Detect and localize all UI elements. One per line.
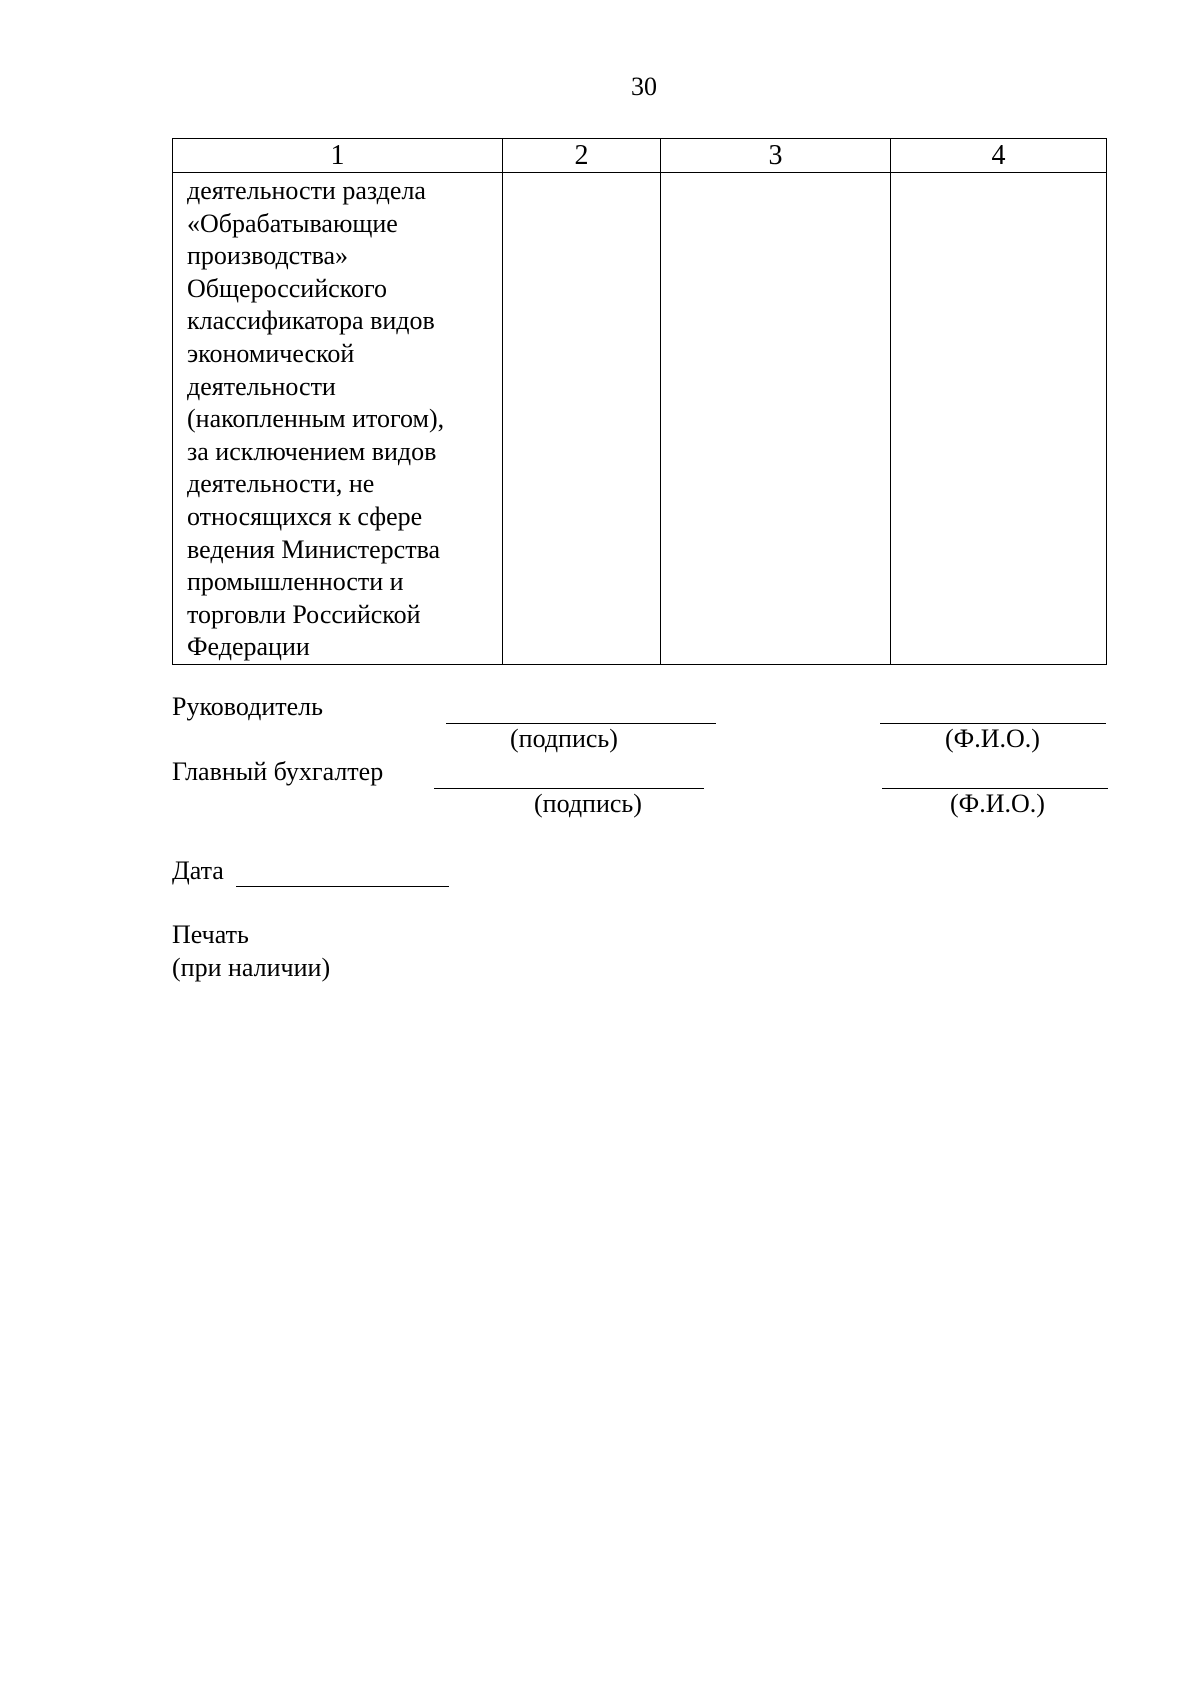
- description-line: за исключением видов: [187, 436, 437, 466]
- stamp-label: Печать: [172, 920, 249, 949]
- accountant-signature-caption: (подпись): [534, 789, 642, 818]
- description-line: «Обрабатывающие: [187, 208, 398, 238]
- indicator-description-cell: [173, 173, 503, 665]
- column-header-3: 3: [661, 139, 891, 173]
- stamp-note: (при наличии): [172, 953, 331, 982]
- head-signature-caption: (подпись): [510, 724, 618, 753]
- head-name-caption: (Ф.И.О.): [945, 724, 1040, 753]
- description-line: ведения Министерства: [187, 534, 441, 564]
- column-header-2: 2: [503, 139, 661, 173]
- description-line: промышленности и: [187, 567, 404, 597]
- description-line: относящихся к сфере: [187, 501, 423, 531]
- description-line: деятельности, не: [187, 469, 375, 499]
- table-header-row: [173, 139, 1107, 173]
- form-table: [172, 138, 1107, 665]
- value-cell-2: [503, 173, 661, 665]
- accountant-label: Главный бухгалтер: [172, 757, 384, 786]
- description-line: экономической: [187, 338, 355, 368]
- description-line: Федерации: [187, 632, 310, 662]
- date-line: [236, 886, 449, 887]
- page-number: 30: [631, 72, 657, 101]
- description-line: производства»: [187, 241, 349, 271]
- date-label: Дата: [172, 856, 224, 885]
- value-cell-4: [891, 173, 1107, 665]
- column-header-1: 1: [173, 139, 503, 173]
- description-line: торговли Российской: [187, 599, 421, 629]
- description-line: деятельности: [187, 371, 336, 401]
- table-row: [173, 173, 1107, 665]
- description-line: классификатора видов: [187, 306, 435, 336]
- description-line: деятельности раздела: [187, 176, 426, 205]
- head-label: Руководитель: [172, 692, 323, 721]
- description-line: Общероссийского: [187, 273, 387, 303]
- column-header-4: 4: [891, 139, 1107, 173]
- accountant-name-caption: (Ф.И.О.): [950, 789, 1045, 818]
- description-line: (накопленным итогом),: [187, 404, 445, 434]
- value-cell-3: [661, 173, 891, 665]
